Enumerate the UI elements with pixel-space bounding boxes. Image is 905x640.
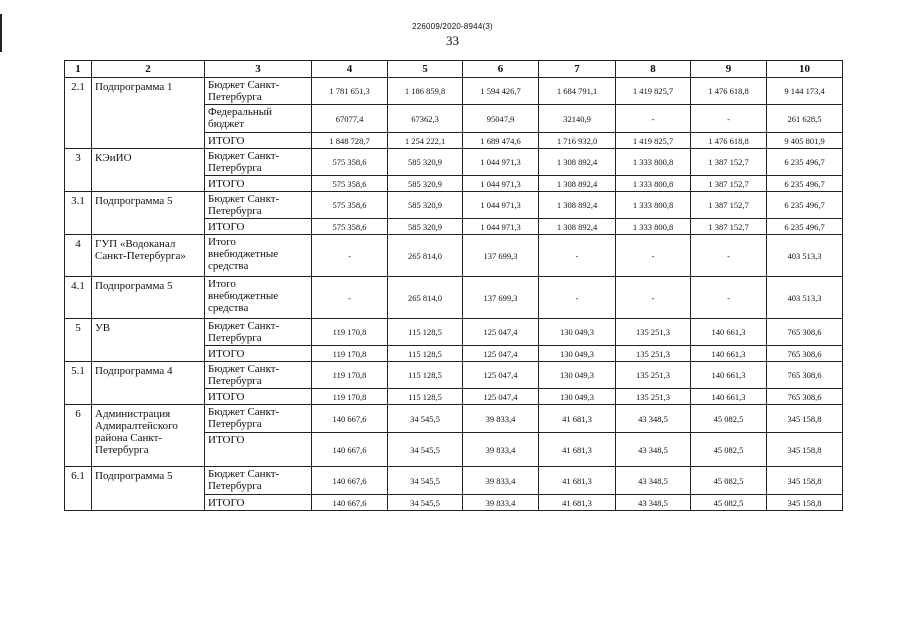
value-cell: 115 128,5 <box>388 346 463 362</box>
column-header: 3 <box>205 61 312 78</box>
program-name: Подпрограмма 5 <box>92 192 205 235</box>
value-cell: 1 044 971,3 <box>463 176 539 192</box>
program-name: КЭиИО <box>92 149 205 192</box>
row-code: 5.1 <box>65 362 92 405</box>
value-cell: 119 170,8 <box>312 362 388 389</box>
value-cell: - <box>616 235 691 277</box>
value-cell: 265 814,0 <box>388 277 463 319</box>
value-cell: 403 513,3 <box>767 235 843 277</box>
value-cell: 1 689 474,6 <box>463 133 539 149</box>
row-code: 3.1 <box>65 192 92 235</box>
funding-source: ИТОГО <box>205 495 312 511</box>
value-cell: 1 333 800,8 <box>616 192 691 219</box>
value-cell: 41 681,3 <box>539 433 616 467</box>
value-cell: 585 320,9 <box>388 149 463 176</box>
program-name: Подпрограмма 5 <box>92 467 205 511</box>
row-code: 4.1 <box>65 277 92 319</box>
value-cell: 41 681,3 <box>539 405 616 433</box>
funding-source: Бюджет Санкт-Петербурга <box>205 362 312 389</box>
table-row <box>65 149 843 176</box>
value-cell: 45 082,5 <box>691 405 767 433</box>
value-cell: 765 308,6 <box>767 389 843 405</box>
value-cell: 39 833,4 <box>463 405 539 433</box>
value-cell: 1 044 971,3 <box>463 219 539 235</box>
value-cell: 345 158,8 <box>767 405 843 433</box>
value-cell: 1 419 825,7 <box>616 133 691 149</box>
value-cell: - <box>312 277 388 319</box>
table-header <box>65 61 843 78</box>
value-cell: 43 348,5 <box>616 405 691 433</box>
value-cell: 575 358,6 <box>312 219 388 235</box>
funding-source: Бюджет Санкт-Петербурга <box>205 319 312 346</box>
value-cell: 1 476 618,8 <box>691 78 767 105</box>
funding-source: ИТОГО <box>205 346 312 362</box>
value-cell: 765 308,6 <box>767 319 843 346</box>
funding-source: ИТОГО <box>205 176 312 192</box>
value-cell: 119 170,8 <box>312 319 388 346</box>
value-cell: 41 681,3 <box>539 467 616 495</box>
value-cell: 765 308,6 <box>767 346 843 362</box>
value-cell: - <box>539 235 616 277</box>
value-cell: 345 158,8 <box>767 467 843 495</box>
value-cell: 1 186 859,8 <box>388 78 463 105</box>
value-cell: 32140,9 <box>539 105 616 133</box>
value-cell: 9 144 173,4 <box>767 78 843 105</box>
funding-source: ИТОГО <box>205 133 312 149</box>
funding-source: Бюджет Санкт-Петербурга <box>205 192 312 219</box>
value-cell: 1 476 618,8 <box>691 133 767 149</box>
funding-source: Бюджет Санкт-Петербурга <box>205 467 312 495</box>
value-cell: 140 661,3 <box>691 346 767 362</box>
value-cell: - <box>691 105 767 133</box>
value-cell: 140 667,6 <box>312 467 388 495</box>
value-cell: 575 358,6 <box>312 149 388 176</box>
column-header: 8 <box>616 61 691 78</box>
column-header: 5 <box>388 61 463 78</box>
value-cell: 140 667,6 <box>312 495 388 511</box>
value-cell: 130 049,3 <box>539 346 616 362</box>
value-cell: 1 044 971,3 <box>463 192 539 219</box>
column-header: 10 <box>767 61 843 78</box>
value-cell: 43 348,5 <box>616 467 691 495</box>
value-cell: 9 405 801,9 <box>767 133 843 149</box>
value-cell: 1 254 222,1 <box>388 133 463 149</box>
value-cell: 39 833,4 <box>463 467 539 495</box>
value-cell: 115 128,5 <box>388 319 463 346</box>
value-cell: 585 320,9 <box>388 219 463 235</box>
value-cell: 125 047,4 <box>463 346 539 362</box>
value-cell: 345 158,8 <box>767 433 843 467</box>
table-row <box>65 277 843 319</box>
value-cell: 1 781 651,3 <box>312 78 388 105</box>
program-name: Подпрограмма 4 <box>92 362 205 405</box>
value-cell: 585 320,9 <box>388 176 463 192</box>
value-cell: 34 545,5 <box>388 433 463 467</box>
value-cell: 137 699,3 <box>463 235 539 277</box>
value-cell: 1 387 152,7 <box>691 149 767 176</box>
value-cell: 39 833,4 <box>463 495 539 511</box>
value-cell: 135 251,3 <box>616 362 691 389</box>
value-cell: 1 308 892,4 <box>539 149 616 176</box>
table-row <box>65 362 843 389</box>
table-row <box>65 405 843 433</box>
value-cell: 45 082,5 <box>691 467 767 495</box>
page-number: 33 <box>446 33 459 48</box>
table-body <box>65 78 843 511</box>
value-cell: 67077,4 <box>312 105 388 133</box>
funding-source: Бюджет Санкт-Петербурга <box>205 78 312 105</box>
value-cell: 140 661,3 <box>691 389 767 405</box>
value-cell: 140 661,3 <box>691 362 767 389</box>
program-name: Подпрограмма 1 <box>92 78 205 149</box>
value-cell: 765 308,6 <box>767 362 843 389</box>
value-cell: 140 667,6 <box>312 433 388 467</box>
value-cell: 43 348,5 <box>616 433 691 467</box>
program-name: УВ <box>92 319 205 362</box>
value-cell: 575 358,6 <box>312 192 388 219</box>
row-code: 4 <box>65 235 92 277</box>
value-cell: 135 251,3 <box>616 389 691 405</box>
value-cell: 1 716 932,0 <box>539 133 616 149</box>
value-cell: 130 049,3 <box>539 319 616 346</box>
value-cell: - <box>616 105 691 133</box>
value-cell: 1 044 971,3 <box>463 149 539 176</box>
value-cell: 1 387 152,7 <box>691 219 767 235</box>
column-header: 2 <box>92 61 205 78</box>
table-row <box>65 319 843 346</box>
value-cell: 137 699,3 <box>463 277 539 319</box>
value-cell: 125 047,4 <box>463 319 539 346</box>
funding-table <box>64 60 843 511</box>
table-row <box>65 235 843 277</box>
value-cell: 1 848 728,7 <box>312 133 388 149</box>
value-cell: - <box>691 235 767 277</box>
funding-source: ИТОГО <box>205 389 312 405</box>
value-cell: 1 308 892,4 <box>539 192 616 219</box>
row-code: 5 <box>65 319 92 362</box>
value-cell: 115 128,5 <box>388 362 463 389</box>
value-cell: 1 684 791,1 <box>539 78 616 105</box>
table-row <box>65 78 843 105</box>
funding-source: Бюджет Санкт-Петербурга <box>205 149 312 176</box>
value-cell: 1 333 800,8 <box>616 219 691 235</box>
column-header: 4 <box>312 61 388 78</box>
value-cell: 43 348,5 <box>616 495 691 511</box>
program-name: Администрация Адмиралтейского района Санкт-Петербурга <box>92 405 205 467</box>
value-cell: 34 545,5 <box>388 405 463 433</box>
value-cell: - <box>616 277 691 319</box>
value-cell: 140 667,6 <box>312 405 388 433</box>
value-cell: 130 049,3 <box>539 362 616 389</box>
row-code: 6.1 <box>65 467 92 511</box>
value-cell: 345 158,8 <box>767 495 843 511</box>
value-cell: 45 082,5 <box>691 433 767 467</box>
table-row <box>65 467 843 495</box>
value-cell: 575 358,6 <box>312 176 388 192</box>
column-header: 9 <box>691 61 767 78</box>
value-cell: 41 681,3 <box>539 495 616 511</box>
value-cell: 1 419 825,7 <box>616 78 691 105</box>
funding-source: Итого внебюджетные средства <box>205 277 312 319</box>
value-cell: 1 387 152,7 <box>691 192 767 219</box>
row-code: 3 <box>65 149 92 192</box>
value-cell: 1 387 152,7 <box>691 176 767 192</box>
value-cell: 1 333 800,8 <box>616 149 691 176</box>
header-row <box>65 61 843 78</box>
value-cell: 140 661,3 <box>691 319 767 346</box>
document-id: 226009/2020-8944(3) <box>412 22 493 31</box>
table-row <box>65 192 843 219</box>
value-cell: - <box>691 277 767 319</box>
funding-source: Итого внебюджетные средства <box>205 235 312 277</box>
funding-source: Бюджет Санкт-Петербурга <box>205 405 312 433</box>
funding-source: Федеральный бюджет <box>205 105 312 133</box>
value-cell: 135 251,3 <box>616 346 691 362</box>
value-cell: 265 814,0 <box>388 235 463 277</box>
value-cell: 115 128,5 <box>388 389 463 405</box>
row-code: 2.1 <box>65 78 92 149</box>
column-header: 6 <box>463 61 539 78</box>
column-header: 7 <box>539 61 616 78</box>
value-cell: 125 047,4 <box>463 389 539 405</box>
value-cell: 1 308 892,4 <box>539 176 616 192</box>
value-cell: 130 049,3 <box>539 389 616 405</box>
value-cell: 119 170,8 <box>312 389 388 405</box>
value-cell: 261 628,5 <box>767 105 843 133</box>
value-cell: 585 320,9 <box>388 192 463 219</box>
value-cell: - <box>539 277 616 319</box>
program-name: Подпрограмма 5 <box>92 277 205 319</box>
program-name: ГУП «Водоканал Санкт-Петербурга» <box>92 235 205 277</box>
column-header: 1 <box>65 61 92 78</box>
value-cell: 45 082,5 <box>691 495 767 511</box>
value-cell: 403 513,3 <box>767 277 843 319</box>
value-cell: 34 545,5 <box>388 467 463 495</box>
value-cell: 6 235 496,7 <box>767 219 843 235</box>
value-cell: 135 251,3 <box>616 319 691 346</box>
value-cell: 125 047,4 <box>463 362 539 389</box>
value-cell: 6 235 496,7 <box>767 192 843 219</box>
row-code: 6 <box>65 405 92 467</box>
value-cell: 6 235 496,7 <box>767 149 843 176</box>
value-cell: 67362,3 <box>388 105 463 133</box>
value-cell: - <box>312 235 388 277</box>
value-cell: 6 235 496,7 <box>767 176 843 192</box>
value-cell: 1 308 892,4 <box>539 219 616 235</box>
funding-source: ИТОГО <box>205 433 312 467</box>
value-cell: 1 333 800,8 <box>616 176 691 192</box>
value-cell: 34 545,5 <box>388 495 463 511</box>
funding-source: ИТОГО <box>205 219 312 235</box>
value-cell: 1 594 426,7 <box>463 78 539 105</box>
value-cell: 119 170,8 <box>312 346 388 362</box>
value-cell: 39 833,4 <box>463 433 539 467</box>
value-cell: 95047,9 <box>463 105 539 133</box>
